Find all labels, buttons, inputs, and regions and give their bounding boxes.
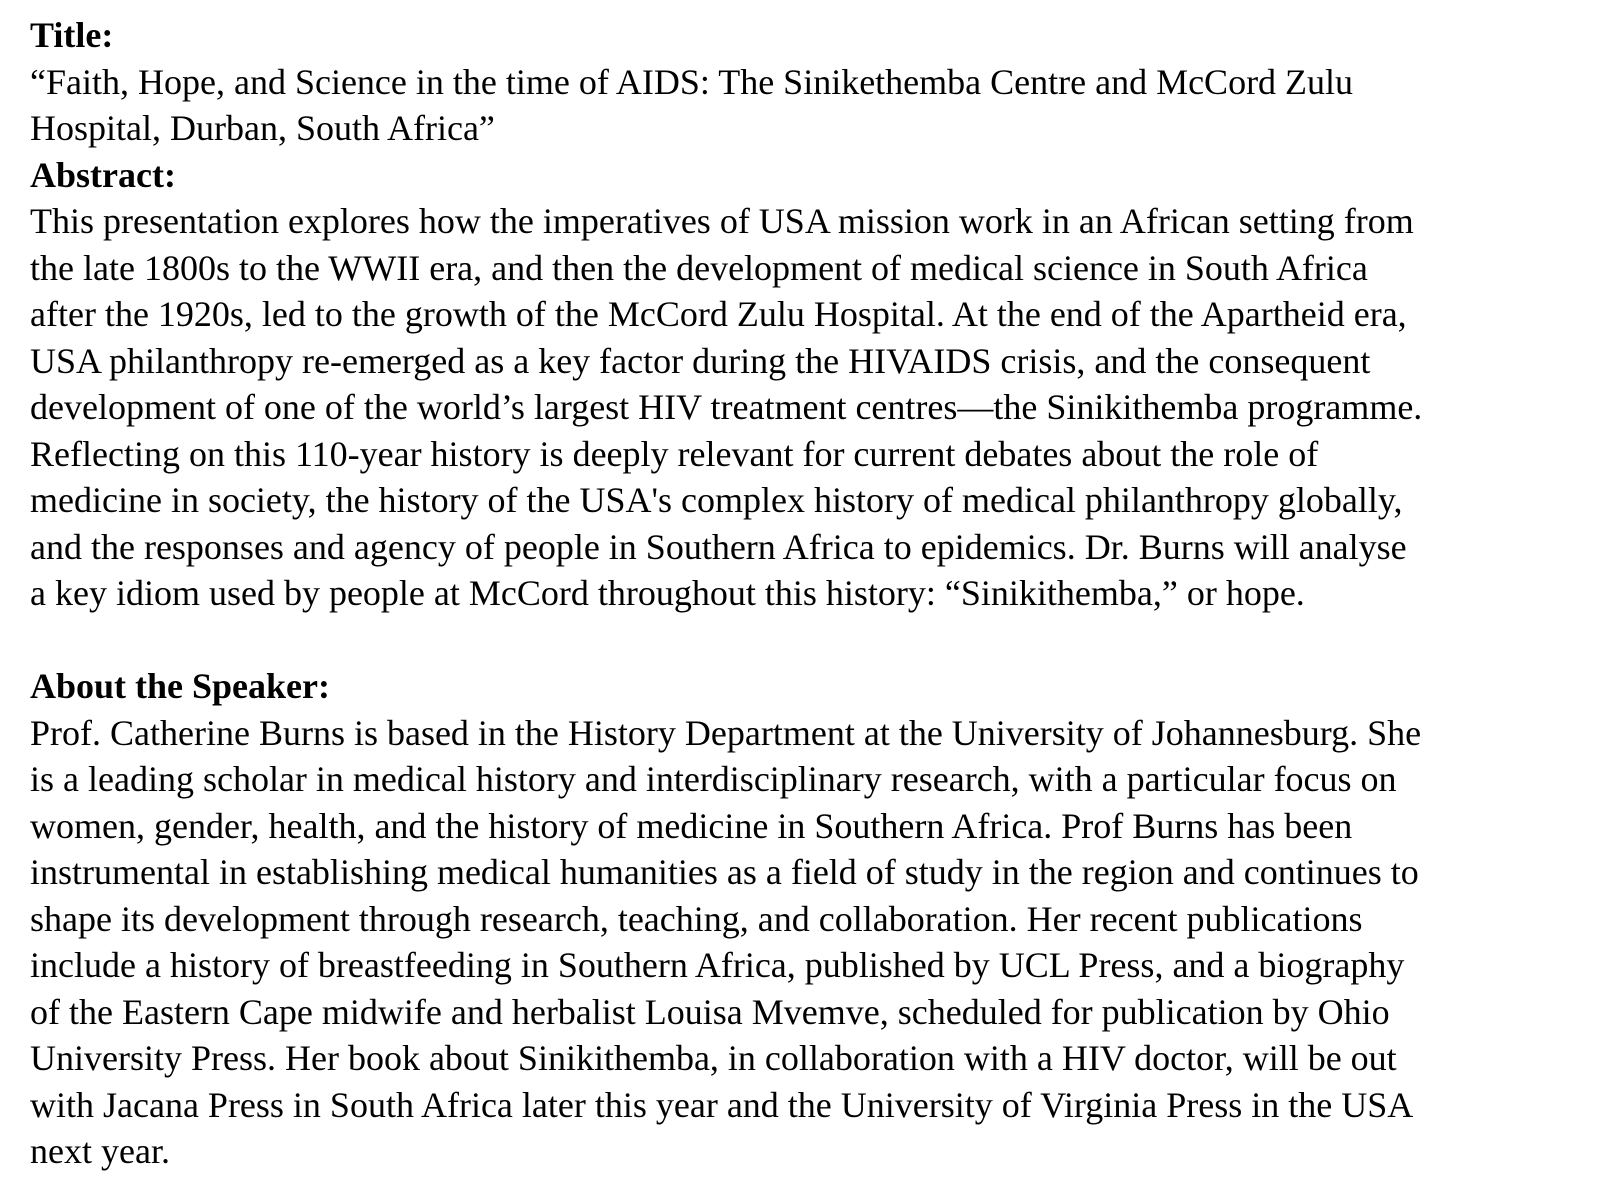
- speaker-text-line: shape its development through research, teaching, and collaboration. Her recent publications: [30, 898, 1363, 939]
- abstract-text-line: and the responses and agency of people in Southern Africa to epidemics. Dr. Burns will analyse: [30, 526, 1407, 567]
- speaker-text-line: University Press. Her book about Sinikithemba, in collaboration with a HIV doctor, will be out: [30, 1038, 1397, 1078]
- abstract-text-line: after the 1920s, led to the growth of the McCord Zulu Hospital. At the end of the Apartheid era,: [30, 294, 1407, 334]
- abstract-text-line: a key idiom used by people at McCord throughout this history: “Sinikithemba,” or hope.: [30, 573, 1305, 613]
- speaker-heading: About the Speaker:: [30, 666, 331, 706]
- abstract-text-line: medicine in society, the history of the USA's complex history of medical philanthropy globally,: [30, 480, 1403, 520]
- title-heading: Title:: [30, 15, 114, 55]
- abstract-text-line: Reflecting on this 110-year history is deeply relevant for current debates about the role of: [30, 433, 1319, 474]
- abstract-text-line: USA philanthropy re-emerged as a key factor during the HIVAIDS crisis, and the consequent: [30, 340, 1371, 381]
- speaker-text-line: with Jacana Press in South Africa later this year and the University of Virginia Press in the USA: [30, 1084, 1414, 1125]
- speaker-text-line: of the Eastern Cape midwife and herbalist Louisa Mvemve, scheduled for publication by Ohio: [30, 991, 1390, 1032]
- abstract-heading: Abstract:: [30, 154, 176, 195]
- speaker-text-line: women, gender, health, and the history of medicine in Southern Africa. Prof Burns has been: [30, 805, 1353, 846]
- abstract-text-line: development of one of the world’s largest HIV treatment centres—the Sinikithemba programme.: [30, 387, 1423, 427]
- speaker-text-line: include a history of breastfeeding in Southern Africa, published by UCL Press, and a biography: [30, 945, 1405, 985]
- speaker-text-line: Prof. Catherine Burns is based in the History Department at the University of Johannesburg. She: [30, 712, 1422, 753]
- speaker-text-line: instrumental in establishing medical humanities as a field of study in the region and continues to: [30, 852, 1419, 892]
- title-text-line: “Faith, Hope, and Science in the time of AIDS: The Sinikethemba Centre and McCord Zulu: [30, 61, 1354, 102]
- abstract-text-line: This presentation explores how the imperatives of USA mission work in an African setting from: [30, 201, 1414, 241]
- paragraph-spacer: [30, 617, 1594, 664]
- title-text-line: Hospital, Durban, South Africa”: [30, 108, 495, 148]
- speaker-text-line: is a leading scholar in medical history and interdisciplinary research, with a particular focus on: [30, 759, 1397, 799]
- abstract-text-line: the late 1800s to the WWII era, and then the development of medical science in South Africa: [30, 247, 1368, 288]
- speaker-text-line: next year.: [30, 1131, 170, 1171]
